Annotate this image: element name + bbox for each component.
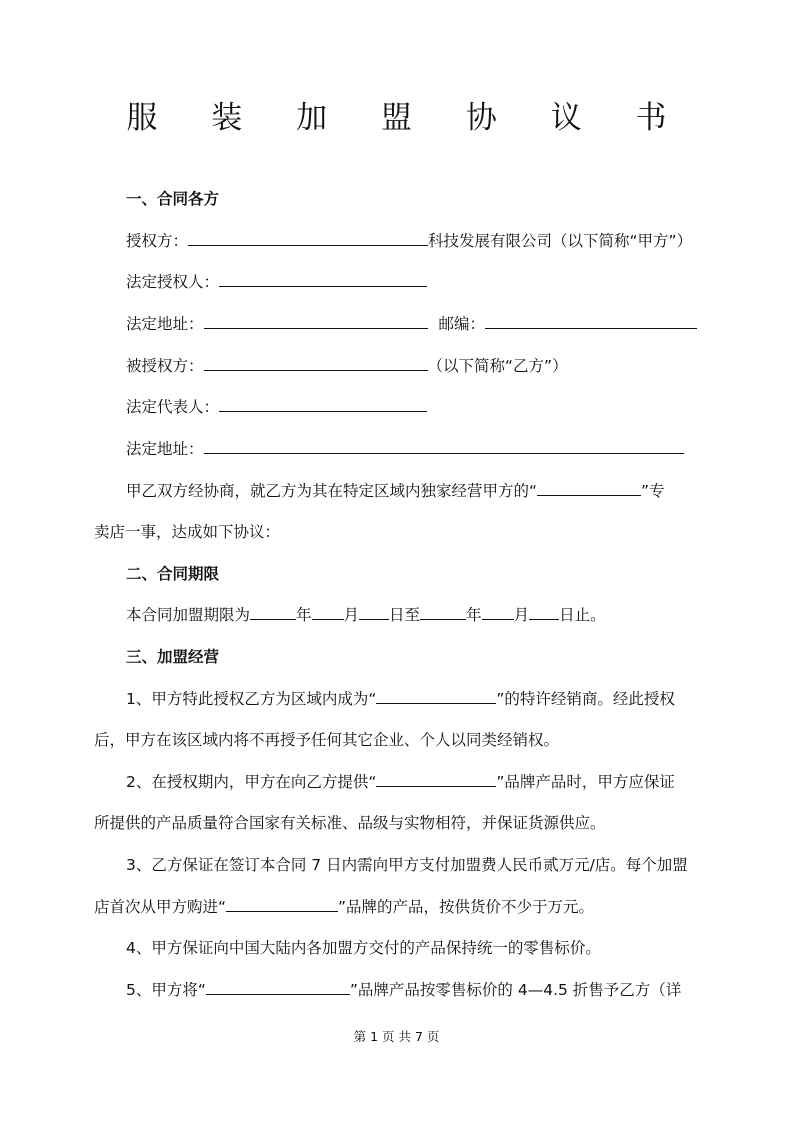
term-day-to-label: 日至 [389,606,421,624]
clause-5-text-a: 5、甲方将“ [126,981,206,999]
legal-rep-line [126,396,427,418]
clause-2-text-b: ”品牌产品时，甲方应保证 [496,773,675,791]
intro-text-a: 甲乙双方经协商，就乙方为其在特定区域内独家经营甲方的“ [126,482,538,500]
term-text: 本合同加盟期限为 [126,606,251,624]
clause-5-text-b: ”品牌产品按零售标价的 4—4.5 折售予乙方（详 [349,981,682,999]
clause-1-blank[interactable] [376,688,496,704]
clause-2-line-1 [126,771,675,793]
intro-line-2: 卖店一事，达成如下协议： [94,523,281,541]
grantor-label: 授权方： [126,232,189,250]
legal-address2-label: 法定地址： [126,440,204,458]
grantor-line [126,230,692,252]
legal-address-blank[interactable] [204,313,428,329]
clause-3-line-2 [94,896,594,918]
intro-text-b: ”专 [641,482,665,500]
section-heading-operation: 三、加盟经营 [126,648,220,666]
legal-rep-label: 法定代表人： [126,398,220,416]
term-start-month-blank[interactable] [312,604,344,620]
clause-4-line: 4、甲方保证向中国大陆内各加盟方交付的产品保持统一的零售标价。 [126,939,601,957]
term-end-label: 日止。 [559,606,606,624]
clause-2-line-2: 所提供的产品质量符合国家有关标准、品级与实物相符，并保证货源供应。 [94,814,606,832]
grantee-label: 被授权方： [126,357,204,375]
legal-grantor-blank[interactable] [219,271,427,287]
term-line [126,604,606,626]
legal-address-label: 法定地址： [126,315,204,333]
term-end-day-blank[interactable] [529,604,559,620]
clause-1-line-1 [126,688,675,710]
document-title: 服 装 加 盟 协 议 书 [126,100,689,136]
legal-grantor-label: 法定授权人： [126,273,220,291]
term-start-day-blank[interactable] [359,604,389,620]
term-year-label: 年 [296,606,312,624]
term-start-year-blank[interactable] [250,604,296,620]
postcode-blank[interactable] [485,313,697,329]
legal-grantor-line [126,271,427,293]
clause-3-blank[interactable] [226,896,338,912]
clause-3-line-1: 3、乙方保证在签订本合同 7 日内需向甲方支付加盟费人民币贰万元/店。每个加盟 [126,856,688,874]
intro-line-1 [126,480,665,502]
grantor-suffix: 科技发展有限公司（以下简称“甲方”） [428,232,693,250]
grantee-line [126,355,568,377]
term-end-year-blank[interactable] [420,604,466,620]
clause-1-text-b: ”的特许经销商。经此授权 [496,690,675,708]
clause-5-line-1 [126,979,681,1001]
legal-address2-blank[interactable] [204,438,684,454]
brand-blank-intro[interactable] [537,480,641,496]
clause-5-blank[interactable] [206,979,350,995]
clause-1-text-a: 1、甲方特此授权乙方为区域内成为“ [126,690,377,708]
clause-1-line-2: 后，甲方在该区域内将不再授予任何其它企业、个人以同类经销权。 [94,731,560,749]
term-month2-label: 月 [513,606,530,624]
term-month-label: 月 [343,606,360,624]
clause-3-text-c: ”品牌的产品，按供货价不少于万元。 [338,898,595,916]
legal-rep-blank[interactable] [219,396,427,412]
grantor-blank[interactable] [188,230,428,246]
term-end-month-blank[interactable] [482,604,514,620]
postcode-label: 邮编： [438,315,485,333]
clause-2-text-a: 2、在授权期内，甲方在向乙方提供“ [126,773,377,791]
legal-address-line [126,313,697,335]
page-footer: 第 1 页 共 7 页 [353,1029,440,1044]
legal-address2-line [126,438,684,460]
section-heading-parties: 一、合同各方 [126,190,220,208]
section-heading-term: 二、合同期限 [126,565,220,583]
clause-2-blank[interactable] [376,771,496,787]
grantee-blank[interactable] [204,355,428,371]
term-year2-label: 年 [466,606,482,624]
grantee-suffix: （以下简称“乙方”） [427,357,568,375]
clause-3-text-b: 店首次从甲方购进“ [94,898,227,916]
